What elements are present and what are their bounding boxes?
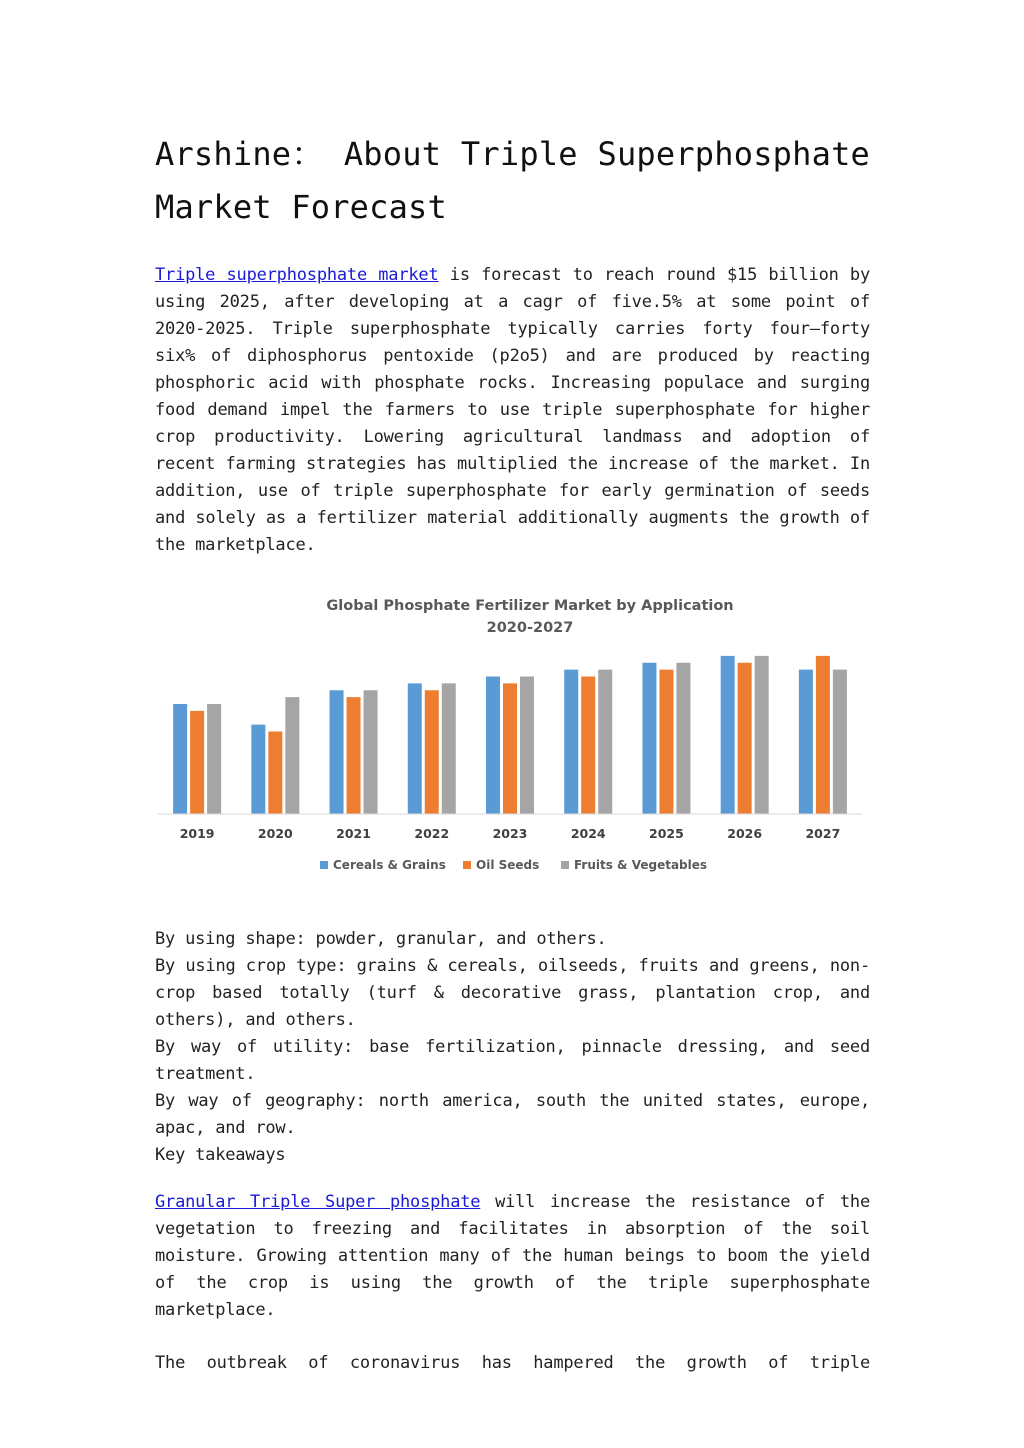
segment-item: By way of geography: north america, south the united states, europe, apac, and row. [155,1091,870,1138]
bar-fruits-vegetables-2020 [285,697,299,814]
bar-fruits-vegetables-2024 [598,670,612,814]
bar-oil-seeds-2024 [581,677,595,815]
intro-text: is forecast to reach round $15 billion by using 2025, after developing at a cagr of five.5% at some point of 2020-2025. Triple superphosphate typically carries forty four–forty six% of diphosphorus pentoxide (p2o5) and are produced by reacting phosphoric acid with phosphate rocks. Increasing populace and surging food demand impel the farmers to use triple superphosphate for higher crop productivity. Lowering agricultural landmass and adoption of recent farming strategies has multiplied the increase of the market. In addition, use of triple superphosphate for early germination of seeds and solely as a fertilizer material additionally augments the growth of the marketplace. [155,265,871,555]
market-link[interactable]: Triple superphosphate market [155,265,439,285]
x-tick-label: 2020 [257,826,293,841]
x-tick-label: 2022 [414,826,450,841]
legend-label: Fruits & Vegetables [574,858,708,872]
bar-fruits-vegetables-2022 [442,683,456,814]
bar-oil-seeds-2025 [659,670,673,814]
bar-cereals-grains-2023 [486,677,500,815]
bar-fruits-vegetables-2027 [833,670,847,814]
bar-oil-seeds-2023 [503,683,517,814]
bar-oil-seeds-2019 [190,711,204,814]
bar-fruits-vegetables-2025 [676,663,690,814]
x-tick-label: 2019 [179,826,215,841]
bar-oil-seeds-2021 [347,697,361,814]
legend-swatch [561,861,569,869]
legend-swatch [463,861,471,869]
takeaway-paragraph [155,1189,870,1324]
bar-oil-seeds-2020 [268,732,282,815]
x-tick-label: 2027 [805,826,841,841]
closing-paragraph: The outbreak of coronavirus has hampered the growth of triple [155,1353,870,1373]
bar-cereals-grains-2026 [721,656,735,814]
legend-swatch [320,861,328,869]
x-tick-label: 2021 [336,826,371,841]
document-page [155,128,870,1377]
bar-cereals-grains-2019 [173,704,187,814]
bar-fruits-vegetables-2023 [520,677,534,815]
chart-plot [155,587,870,892]
bar-cereals-grains-2024 [564,670,578,814]
bar-cereals-grains-2021 [330,690,344,814]
intro-paragraph [155,262,870,559]
legend-label: Cereals & Grains [333,858,446,872]
granular-tsp-link[interactable]: Granular Triple Super phosphate [155,1192,481,1212]
legend-label: Oil Seeds [476,858,540,872]
bar-cereals-grains-2020 [251,725,265,814]
bar-cereals-grains-2022 [408,683,422,814]
bar-fruits-vegetables-2026 [755,656,769,814]
x-tick-label: 2026 [727,826,763,841]
x-tick-label: 2025 [649,826,684,841]
segment-list [155,926,870,1169]
chart-subtitle: 2020-2027 [486,620,574,636]
takeaway-text: will increase the resistance of the vegetation to freezing and facilitates in absorption of the soil moisture. Growing attention many of the human beings to boom the yield of the crop is using the growth of the triple superphosphate marketplace. [155,1192,870,1320]
x-tick-label: 2023 [492,826,528,841]
chart-title: Global Phosphate Fertilizer Market by Application [326,598,734,614]
bar-fruits-vegetables-2021 [364,690,378,814]
segment-item: By using crop type: grains & cereals, oilseeds, fruits and greens, non-crop based totally (turf & decorative grass, plantation crop, and others), and others. [155,956,870,1030]
bar-chart [155,587,870,892]
page-title: Arshine： About Triple Superphosphate Market Forecast [155,135,870,226]
x-tick-label: 2024 [570,826,606,841]
bar-oil-seeds-2027 [816,656,830,814]
bar-oil-seeds-2022 [425,690,439,814]
bar-cereals-grains-2025 [642,663,656,814]
segment-item: Key takeaways [155,1145,286,1165]
segment-item: By way of utility: base fertilization, pinnacle dressing, and seed treatment. [155,1037,870,1084]
bar-oil-seeds-2026 [738,663,752,814]
bar-fruits-vegetables-2019 [207,704,221,814]
bar-cereals-grains-2027 [799,670,813,814]
segment-item: By using shape: powder, granular, and others. [155,929,607,949]
